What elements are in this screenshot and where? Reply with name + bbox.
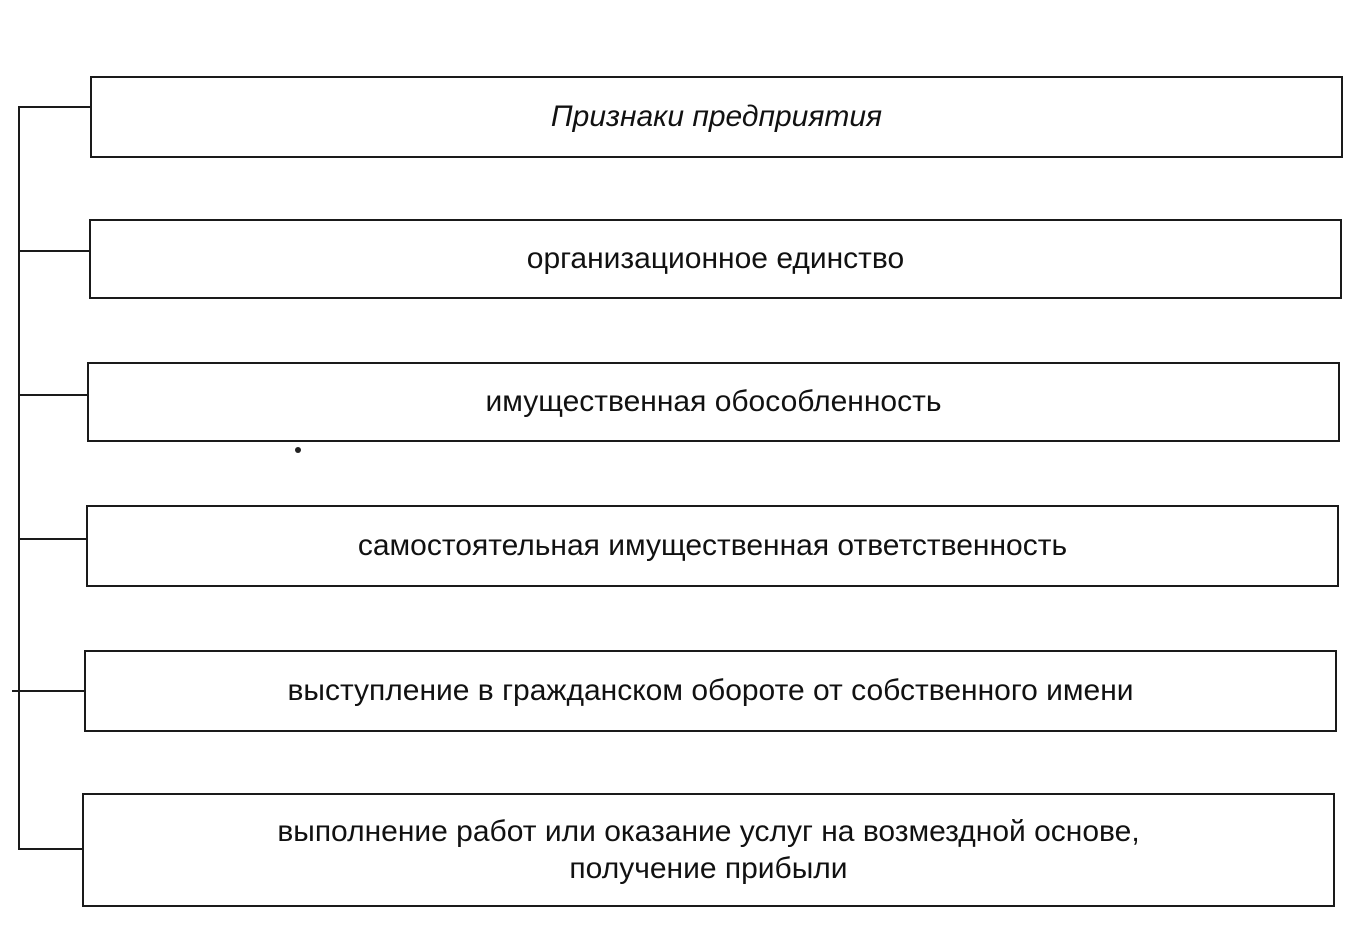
feature-box-4 — [84, 650, 1337, 732]
connector-item-4 — [12, 690, 84, 692]
feature-box-5 — [82, 793, 1335, 907]
feature-box-1 — [89, 219, 1342, 299]
feature-box-2 — [87, 362, 1340, 442]
diagram-title: Признаки предприятия — [550, 100, 883, 134]
diagram-spine-line — [18, 106, 20, 850]
feature-label: самостоятельная имущественная ответственность — [357, 529, 1068, 563]
connector-item-2 — [18, 394, 88, 396]
scan-speck — [295, 447, 301, 453]
feature-label-line-1: выполнение работ или оказание услуг на возмездной основе, — [277, 814, 1140, 848]
feature-label: выступление в гражданском обороте от собственного имени — [287, 674, 1134, 708]
connector-item-1 — [18, 250, 90, 252]
connector-item-3 — [18, 538, 86, 540]
connector-title — [18, 106, 92, 108]
feature-box-3 — [86, 505, 1339, 587]
feature-label: организационное единство — [526, 242, 905, 276]
title-box — [90, 76, 1343, 158]
feature-label: имущественная обособленность — [485, 385, 942, 419]
feature-label-line-2: получение прибыли — [569, 852, 848, 885]
connector-item-5 — [18, 848, 82, 850]
